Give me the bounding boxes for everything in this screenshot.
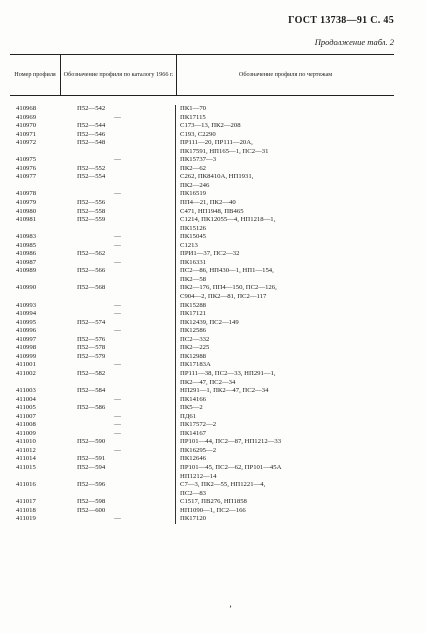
drawing-designation <box>175 259 394 268</box>
profile-number: 410981 <box>16 216 37 224</box>
table-row <box>10 284 394 301</box>
profile-number: 411009 <box>16 429 36 437</box>
drawing-designation <box>175 233 394 242</box>
profile-number: 411002 <box>16 369 36 377</box>
table-row <box>10 310 394 319</box>
drawing-designation-line: ПК16331 <box>180 258 207 266</box>
drawing-designation <box>175 387 394 396</box>
catalog-designation: П52—554 <box>77 173 106 181</box>
table-row <box>10 430 394 439</box>
catalog-designation: П52—552 <box>77 164 106 172</box>
drawing-designation-line: ПК2—225 <box>180 344 210 352</box>
drawing-designation-line: ПК17572—2 <box>180 421 217 429</box>
catalog-designation: — <box>114 190 121 198</box>
drawing-designation <box>175 208 394 217</box>
profile-number: 410975 <box>16 156 37 164</box>
catalog-designation: — <box>114 515 121 523</box>
drawing-designation <box>175 396 394 405</box>
catalog-designation: П52—562 <box>77 250 106 258</box>
drawing-designation-line: ПК12439, ПС2—149 <box>180 318 239 326</box>
profile-number: 411004 <box>16 395 36 403</box>
drawing-designation-line: ПК16519 <box>180 190 207 198</box>
drawing-designation <box>175 302 394 311</box>
table-row <box>10 165 394 174</box>
profile-number: 410971 <box>16 130 37 138</box>
drawing-designation <box>175 190 394 199</box>
drawing-designation-line: ПК2—246 <box>180 181 210 189</box>
drawing-designation <box>175 165 394 174</box>
profile-number: 411010 <box>16 438 36 446</box>
table-row <box>10 302 394 311</box>
table-row <box>10 242 394 251</box>
drawing-designation <box>175 336 394 345</box>
table-row <box>10 353 394 362</box>
drawing-designation-line: ПР111—20, ПР111—20А, <box>180 139 253 147</box>
catalog-designation: П52—594 <box>77 463 106 471</box>
profile-number: 411016 <box>16 481 36 489</box>
profile-number: 410985 <box>16 241 37 249</box>
catalog-designation: П52—582 <box>77 369 106 377</box>
drawing-designation <box>175 361 394 370</box>
table-row <box>10 131 394 140</box>
table-row <box>10 327 394 336</box>
table-row <box>10 404 394 413</box>
profile-number: 410998 <box>16 344 37 352</box>
drawing-designation <box>175 413 394 422</box>
page-mark: ’ <box>229 604 232 614</box>
drawing-designation <box>175 122 394 131</box>
drawing-designation <box>175 156 394 165</box>
drawing-designation-line: ПК17120 <box>180 515 207 523</box>
col-header-drawings: Обозначение профиля по чертежам <box>176 55 394 95</box>
profile-number: 411001 <box>16 361 36 369</box>
drawing-designation-line: ПК5—2 <box>180 404 203 412</box>
profile-number: 411014 <box>16 455 36 463</box>
table-row <box>10 216 394 233</box>
drawing-designation <box>175 319 394 328</box>
drawing-designation-line: ПК12646 <box>180 455 207 463</box>
catalog-designation: П52—574 <box>77 318 106 326</box>
table-row <box>10 421 394 430</box>
drawing-designation-line: ПК16295—2 <box>180 446 217 454</box>
drawing-designation <box>175 131 394 140</box>
drawing-designation-line: С7—3, ПК2—55, НП1221—4, <box>180 481 266 489</box>
catalog-designation: П52—590 <box>77 438 106 446</box>
drawing-designation-line: С904—2, ПК2—81, ПС2—117 <box>180 293 267 301</box>
profile-number: 410993 <box>16 301 37 309</box>
profile-number: 411017 <box>16 498 36 506</box>
catalog-designation: — <box>114 258 121 266</box>
drawing-designation <box>175 464 394 481</box>
table-row <box>10 447 394 456</box>
drawing-designation <box>175 481 394 498</box>
profile-number: 410983 <box>16 233 37 241</box>
table-row <box>10 336 394 345</box>
table-row <box>10 387 394 396</box>
catalog-designation: П52—559 <box>77 216 106 224</box>
catalog-designation: — <box>114 113 121 121</box>
profile-number: 410997 <box>16 335 37 343</box>
catalog-designation: — <box>114 301 121 309</box>
catalog-designation: П52—556 <box>77 199 106 207</box>
profile-number: 410994 <box>16 310 37 318</box>
drawing-designation <box>175 199 394 208</box>
catalog-designation: — <box>114 412 121 420</box>
drawing-designation-line: ПК2—62 <box>180 164 207 172</box>
drawing-designation-line: ПК14167 <box>180 429 207 437</box>
table-header <box>10 54 394 96</box>
profile-number: 411008 <box>16 421 36 429</box>
catalog-designation: П52—579 <box>77 352 106 360</box>
table-row <box>10 498 394 507</box>
profile-number: 410986 <box>16 250 37 258</box>
catalog-designation: П52—591 <box>77 455 106 463</box>
table-row <box>10 319 394 328</box>
profile-number: 410977 <box>16 173 37 181</box>
drawing-designation <box>175 139 394 156</box>
table-row <box>10 190 394 199</box>
table-row <box>10 139 394 156</box>
table-row <box>10 413 394 422</box>
table-row <box>10 233 394 242</box>
drawing-designation-line: ПС2—86, НП430—1, НП1—154, <box>180 267 274 275</box>
drawing-designation <box>175 250 394 259</box>
drawing-designation-line: С193, С2290 <box>180 130 216 138</box>
drawing-designation-line: С471, НП1948, ПВ465 <box>180 207 244 215</box>
profile-number: 411007 <box>16 412 36 420</box>
drawing-designation <box>175 284 394 301</box>
drawing-designation-line: ПРИ1—37, ПС2—32 <box>180 250 240 258</box>
profile-number: 410995 <box>16 318 37 326</box>
drawing-designation <box>175 105 394 114</box>
catalog-designation: П52—600 <box>77 506 106 514</box>
table-row <box>10 259 394 268</box>
catalog-designation: П52—542 <box>77 105 106 112</box>
profile-number: 411012 <box>16 446 36 454</box>
drawing-designation <box>175 447 394 456</box>
drawing-designation <box>175 498 394 507</box>
profile-number: 410968 <box>16 105 37 112</box>
profile-number: 410999 <box>16 352 37 360</box>
catalog-designation: — <box>114 327 121 335</box>
profile-number: 410987 <box>16 258 37 266</box>
catalog-designation: — <box>114 446 121 454</box>
drawing-designation <box>175 242 394 251</box>
drawing-designation-line: С262, ПК8410А, НП1931, <box>180 173 254 181</box>
page-header: ГОСТ 13738—91 С. 45 <box>288 15 394 26</box>
drawing-designation-line: НП291—1, ПК2—47, ПС2—34 <box>180 387 269 395</box>
table-row <box>10 250 394 259</box>
drawing-designation <box>175 370 394 387</box>
profile-table <box>10 54 394 524</box>
drawing-designation-line: НП1090—1, ПС2—166 <box>180 506 246 514</box>
profile-number: 410990 <box>16 284 37 292</box>
catalog-designation: — <box>114 361 121 369</box>
catalog-designation: П52—596 <box>77 481 106 489</box>
drawing-designation <box>175 267 394 284</box>
table-row <box>10 208 394 217</box>
drawing-designation-line: ПК2—176, ПП4—150, ПС2—126, <box>180 284 277 292</box>
drawing-designation-line: ПР101—44, ПС2—87, НП1212—33 <box>180 438 282 446</box>
drawing-designation-line: ПП4—21, ПК2—40 <box>180 199 236 207</box>
table-row <box>10 114 394 123</box>
profile-number: 411005 <box>16 404 36 412</box>
table-row <box>10 370 394 387</box>
catalog-designation: — <box>114 233 121 241</box>
catalog-designation: П52—544 <box>77 122 106 130</box>
profile-number: 411019 <box>16 515 36 523</box>
table-row <box>10 199 394 208</box>
catalog-designation: П52—586 <box>77 404 106 412</box>
drawing-designation-line: С1214, ПК12055—4, НП1218—1, <box>180 216 276 224</box>
drawing-designation <box>175 421 394 430</box>
drawing-designation <box>175 173 394 190</box>
table-row <box>10 438 394 447</box>
drawing-designation-line: ПК15045 <box>180 233 207 241</box>
catalog-designation: — <box>114 429 121 437</box>
drawing-designation-line: ПК2—58 <box>180 275 207 283</box>
drawing-designation-line: ПК17115 <box>180 113 206 121</box>
drawing-designation <box>175 404 394 413</box>
profile-number: 411018 <box>16 506 36 514</box>
catalog-designation: — <box>114 421 121 429</box>
catalog-designation: П52—578 <box>77 344 106 352</box>
drawing-designation-line: ПК15288 <box>180 301 207 309</box>
catalog-designation: П52—566 <box>77 267 106 275</box>
profile-number: 410976 <box>16 164 37 172</box>
profile-number: 410972 <box>16 139 37 147</box>
catalog-designation: П52—584 <box>77 387 106 395</box>
drawing-designation-line: ПК17591, НП165—1, ПС2—31 <box>180 147 269 155</box>
drawing-designation-line: ПК17183А <box>180 361 211 369</box>
drawing-designation-line: ПК15126 <box>180 224 207 232</box>
drawing-designation <box>175 344 394 353</box>
drawing-designation-line: ПД61 <box>180 412 197 420</box>
table-row <box>10 515 394 524</box>
table-continuation-label: Продолжение табл. 2 <box>314 37 394 47</box>
drawing-designation-line: ПК14166 <box>180 395 207 403</box>
drawing-designation-line: ПК2—47, ПС2—34 <box>180 378 236 386</box>
drawing-designation-line: ПК12586 <box>180 327 207 335</box>
table-row <box>10 396 394 405</box>
table-body <box>10 96 394 524</box>
catalog-designation: — <box>114 241 121 249</box>
catalog-designation: П52—598 <box>77 498 106 506</box>
catalog-designation: П52—568 <box>77 284 106 292</box>
drawing-designation-line: С1213 <box>180 241 198 249</box>
table-row <box>10 361 394 370</box>
drawing-designation-line: ПС2—332 <box>180 335 210 343</box>
table-row <box>10 507 394 516</box>
table-row <box>10 122 394 131</box>
drawing-designation <box>175 114 394 123</box>
drawing-designation-line: ПК15737—3 <box>180 156 217 164</box>
profile-number: 410978 <box>16 190 37 198</box>
drawing-designation <box>175 327 394 336</box>
profile-number: 410996 <box>16 327 37 335</box>
drawing-designation-line: ПС2—83 <box>180 489 207 497</box>
drawing-designation <box>175 455 394 464</box>
catalog-designation: П52—548 <box>77 139 106 147</box>
profile-number: 410989 <box>16 267 37 275</box>
table-row <box>10 481 394 498</box>
table-row <box>10 267 394 284</box>
drawing-designation-line: ПР111—38, ПС2—33, НП291—1, <box>180 369 276 377</box>
drawing-designation-line: ПК1—70 <box>180 105 207 112</box>
profile-number: 411015 <box>16 463 36 471</box>
table-row <box>10 464 394 481</box>
drawing-designation-line: ПК17121 <box>180 310 207 318</box>
profile-number: 410980 <box>16 207 37 215</box>
drawing-designation-line: НП1212—14 <box>180 472 217 480</box>
drawing-designation-line: ПР101—45, ПС2—62, ПР101—45А <box>180 463 282 471</box>
drawing-designation <box>175 438 394 447</box>
catalog-designation: — <box>114 395 121 403</box>
catalog-designation: — <box>114 310 121 318</box>
drawing-designation-line: ПК12988 <box>180 352 207 360</box>
catalog-designation: П52—558 <box>77 207 106 215</box>
drawing-designation-line: С1517, ПВ276, НП1858 <box>180 498 247 506</box>
table-row <box>10 105 394 114</box>
drawing-designation <box>175 430 394 439</box>
profile-number: 410979 <box>16 199 37 207</box>
table-row <box>10 173 394 190</box>
table-row <box>10 455 394 464</box>
drawing-designation <box>175 515 394 524</box>
table-row <box>10 344 394 353</box>
drawing-designation-line: С173—13, ПК2—208 <box>180 122 241 130</box>
catalog-designation: — <box>114 156 121 164</box>
catalog-designation: П52—576 <box>77 335 106 343</box>
drawing-designation <box>175 507 394 516</box>
profile-number: 411003 <box>16 387 36 395</box>
profile-number: 410970 <box>16 122 37 130</box>
table-row <box>10 156 394 165</box>
catalog-designation: П52—546 <box>77 130 106 138</box>
col-header-catalog: Обозначение профиля по каталогу 1966 г. <box>60 55 176 95</box>
profile-number: 410969 <box>16 113 37 121</box>
drawing-designation <box>175 310 394 319</box>
col-header-number: Номер профиля <box>14 71 56 79</box>
drawing-designation <box>175 353 394 362</box>
drawing-designation <box>175 216 394 233</box>
